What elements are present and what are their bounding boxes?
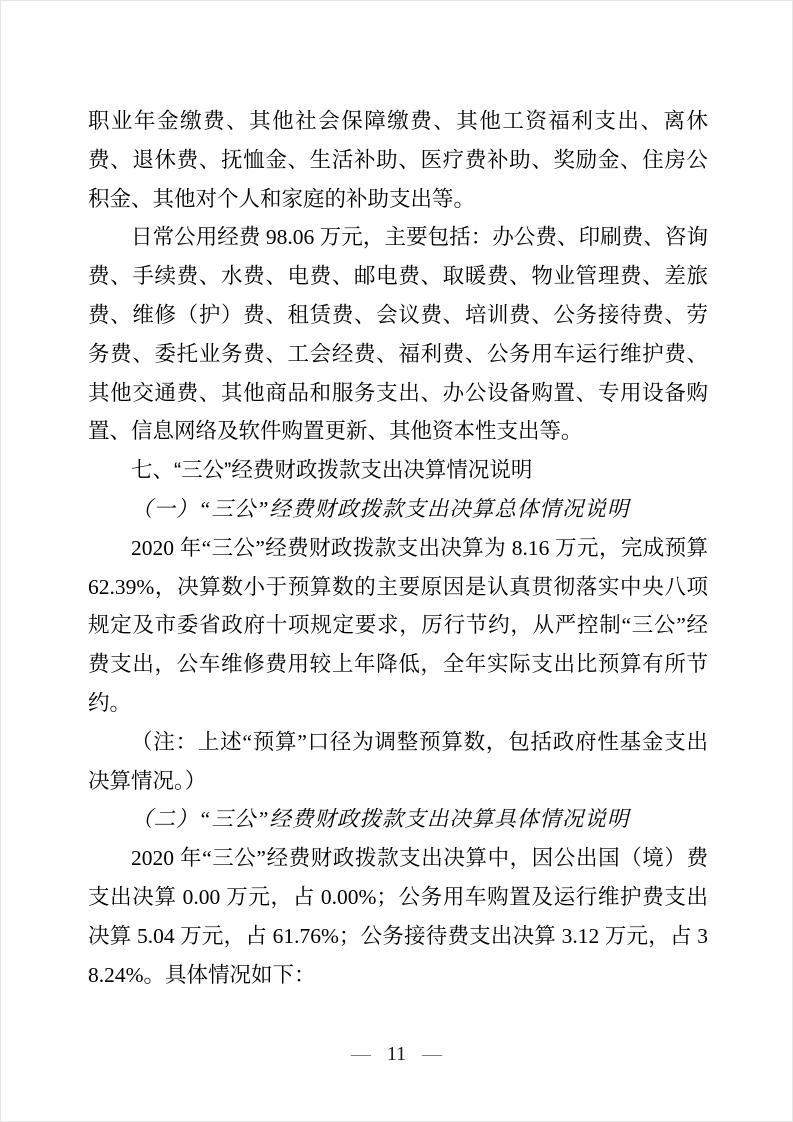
footer-right-dash: — xyxy=(422,1043,443,1065)
page-number: 11 xyxy=(386,1043,407,1065)
paragraph-personnel-subsidy-items: 职业年金缴费、其他社会保障缴费、其他工资福利支出、离休费、退休费、抚恤金、生活补助、医疗费补助、奖励金、住房公积金、其他对个人和家庭的补助支出等。 xyxy=(88,109,708,211)
subsection-heading-one-overall: （一）“三公”经费财政拨款支出决算总体情况说明 xyxy=(131,496,630,521)
paragraph-overall-explanation: 2020 年“三公”经费财政拨款支出决算为 8.16 万元，完成预算 62.39%，决算数小于预算数的主要原因是认真贯彻落实中央八项规定及市委省政府十项规定要求，厉行节约，从严控制“三公”经费支出，公车维修费用较上年降低，全年实际支出比预算有所节约。 xyxy=(88,535,708,715)
paragraph-daily-public-expense: 日常公用经费 98.06 万元，主要包括：办公费、印刷费、咨询费、手续费、水费、电费、邮电费、取暖费、物业管理费、差旅费、维修（护）费、租赁费、会议费、培训费、公务接待费、劳务费、委托业务费、工会经费、福利费、公务用车运行维护费、其他交通费、其他商品和服务支出、办公设备购置、专用设备购置、信息网络及软件购置更新、其他资本性支出等。 xyxy=(88,225,708,444)
section-heading-seven-sangong: 七、“三公”经费财政拨款支出决算情况说明 xyxy=(131,458,533,483)
page-footer xyxy=(1,1041,792,1067)
paragraph-budget-note: （注：上述“预算”口径为调整预算数，包括政府性基金支出决算情况。） xyxy=(88,729,708,793)
footer-left-dash: — xyxy=(350,1043,371,1065)
paragraph-specific-explanation: 2020 年“三公”经费财政拨款支出决算中，因公出国（境）费支出决算 0.00 万元，占 0.00%；公务用车购置及运行维护费支出决算 5.04 万元，占 61.76%；公务接待费支出决算 3.12 万元，占 38.24%。具体情况如下： xyxy=(88,846,708,987)
document-body xyxy=(88,102,708,994)
subsection-heading-two-specific: （二）“三公”经费财政拨款支出决算具体情况说明 xyxy=(131,807,630,832)
